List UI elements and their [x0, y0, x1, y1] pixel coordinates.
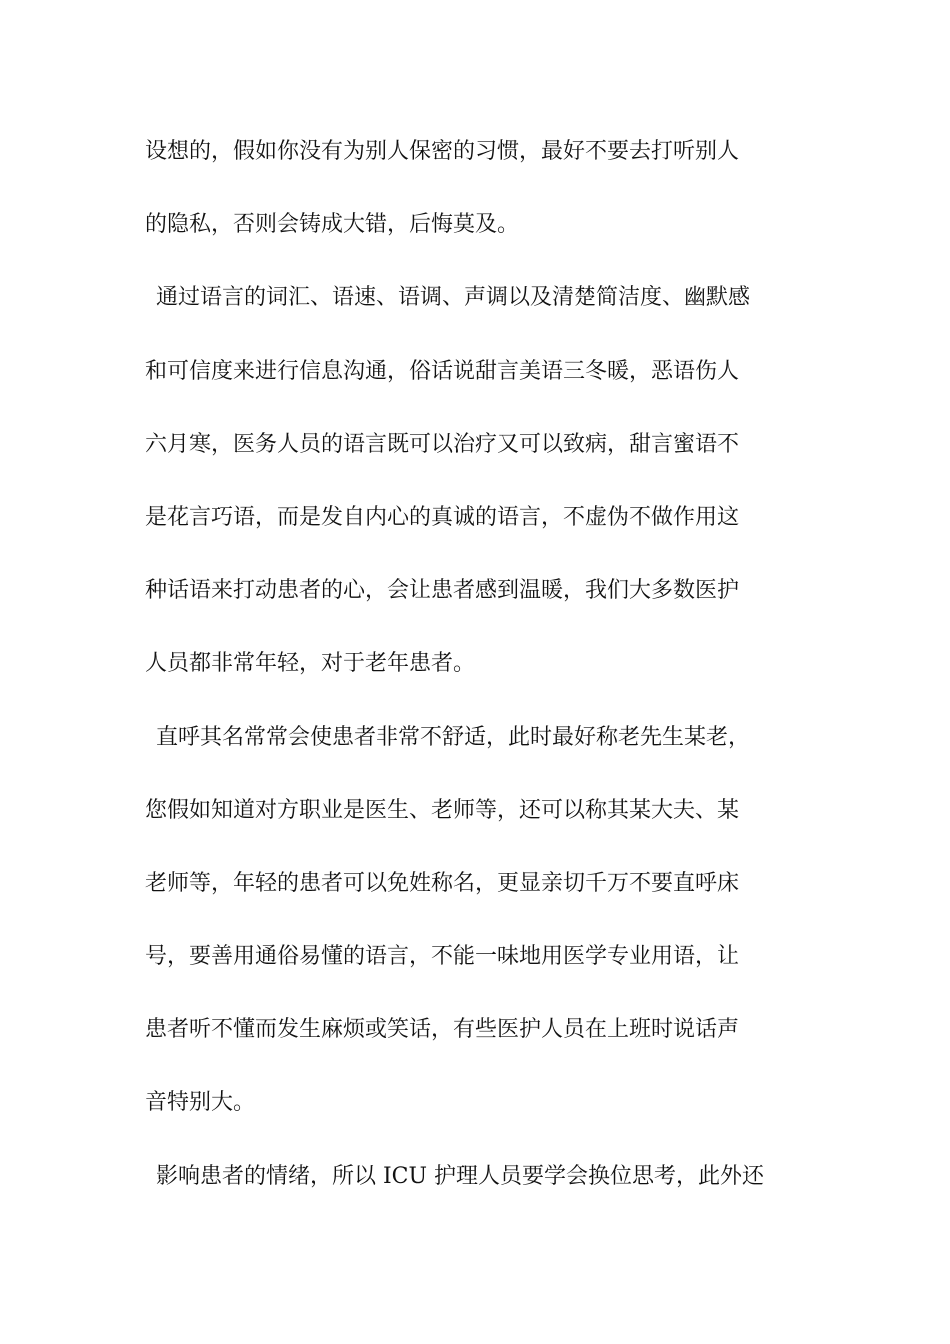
text-line: 和可信度来进行信息沟通，俗话说甜言美语三冬暖，恶语伤人 — [145, 358, 740, 384]
text-line: 设想的，假如你没有为别人保密的习惯，最好不要去打听别人 — [145, 139, 740, 164]
text-line: 六月寒，医务人员的语言既可以治疗又可以致病，甜言蜜语不 — [145, 431, 740, 457]
text-line: 患者听不懂而发生麻烦或笑话，有些医护人员在上班时说话声 — [145, 1017, 740, 1043]
text-line: 种话语来打动患者的心，会让患者感到温暖，我们大多数医护 — [145, 578, 740, 604]
text-line: 音特别大。 — [145, 1090, 256, 1116]
body-text — [145, 128, 811, 1226]
text-line: 直呼其名常常会使患者非常不舒适，此时最好称老先生某老， — [156, 724, 751, 750]
text-line: 通过语言的词汇、语速、语调、声调以及清楚简洁度、幽默感 — [156, 285, 751, 311]
text-line: 影响患者的情绪，所以 ICU 护理人员要学会换位思考，此外还 — [156, 1163, 765, 1189]
text-line: 是花言巧语，而是发自内心的真诚的语言，不虚伪不做作用这 — [145, 504, 740, 530]
text-line: 您假如知道对方职业是医生、老师等，还可以称其某大夫、某 — [145, 797, 740, 823]
text-line: 老师等，年轻的患者可以免姓称名，更显亲切千万不要直呼床 — [145, 870, 740, 896]
text-line: 人员都非常年轻，对于老年患者。 — [145, 651, 476, 677]
text-line: 号，要善用通俗易懂的语言，不能一味地用医学专业用语，让 — [145, 944, 740, 970]
text-line: 的隐私，否则会铸成大错，后悔莫及。 — [145, 212, 520, 238]
